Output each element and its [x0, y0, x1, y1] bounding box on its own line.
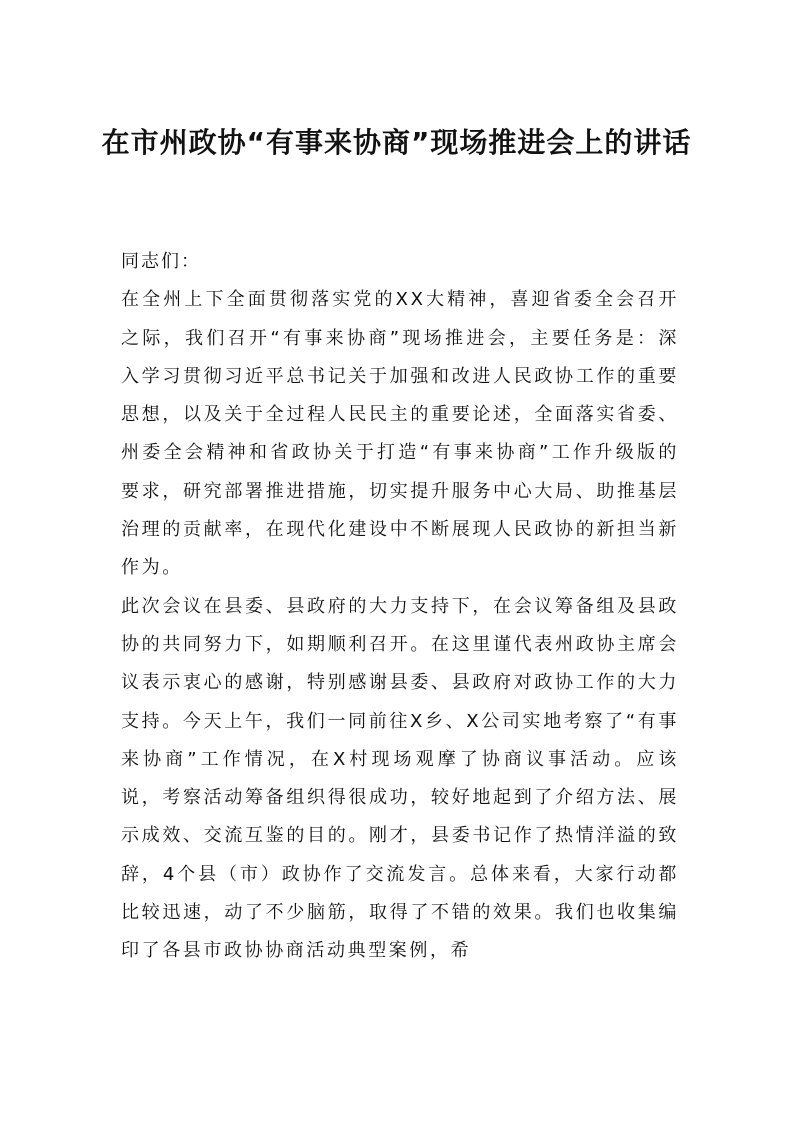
paragraph-1: 在全州上下全面贯彻落实党的XX大精神，喜迎省委全会召开之际，我们召开“有事来协商”现场推进会，主要任务是：深入学习贯彻习近平总书记关于加强和改进人民政协工作的重要思想，以及关于全过程人民民主的重要论述，全面落实省委、州委全会精神和省政协关于打造“有事来协商”工作升级版的要求，研究部署推进措施，切实提升服务中心大局、助推基层治理的贡献率，在现代化建设中不断展现人民政协的新担当新作为。 [121, 289, 679, 579]
paragraph-2: 此次会议在县委、县政府的大力支持下，在会议筹备组及县政协的共同努力下，如期顺利召开。在这里谨代表州政协主席会议表示衷心的感谢，特别感谢县委、县政府对政协工作的大力支持。今天上午，我们一同前往X乡、X公司实地考察了“有事来协商”工作情况，在X村现场观摩了协商议事活动。应该说，考察活动筹备组织得很成功，较好地起到了介绍方法、展示成效、交流互鉴的目的。刚才，县委书记作了热情洋溢的致辞，4个县（市）政协作了交流发言。总体来看，大家行动都比较迅速，动了不少脑筋，取得了不错的效果。我们也收集编印了各县市政协协商活动典型案例，希 [121, 595, 679, 962]
document-title: 在市州政协“有事来协商”现场推进会上的讲话 [101, 126, 692, 159]
salutation: 同志们： [121, 251, 201, 272]
document-body [121, 243, 679, 971]
